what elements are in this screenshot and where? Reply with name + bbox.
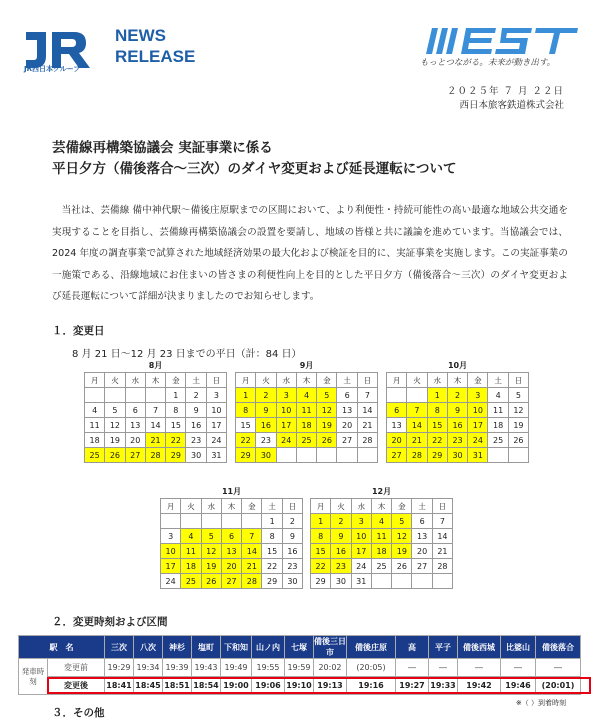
time-before: (20:05) — [347, 659, 396, 677]
weekday-label: 土 — [488, 373, 508, 388]
calendar-day: 15 — [427, 418, 447, 433]
time-after: (20:01) — [536, 677, 581, 695]
calendar-day: 19 — [317, 418, 337, 433]
calendar-day: 13 — [221, 544, 241, 559]
calendar-day: 6 — [125, 403, 145, 418]
timetable-before-row — [19, 659, 581, 677]
calendar-day: 18 — [85, 433, 105, 448]
calendar-day: 13 — [387, 418, 407, 433]
calendar-day: 27 — [387, 448, 407, 463]
time-after: 19:46 — [501, 677, 536, 695]
calendar-day: 6 — [412, 514, 432, 529]
calendar-day: 5 — [508, 388, 528, 403]
time-before: 19:34 — [134, 659, 163, 677]
weekday-label: 火 — [105, 373, 125, 388]
calendar-day: 16 — [186, 418, 206, 433]
calendar-day: 13 — [125, 418, 145, 433]
calendar-day: 18 — [371, 544, 391, 559]
calendar-day: 21 — [407, 433, 427, 448]
station-header: 備後落合 — [536, 636, 581, 659]
calendar-day: 8 — [262, 529, 282, 544]
calendar-day: 16 — [256, 418, 276, 433]
station-header: 平子 — [429, 636, 458, 659]
weekday-label: 月 — [311, 499, 331, 514]
calendar-day: 27 — [221, 574, 241, 589]
weekday-label: 日 — [508, 373, 528, 388]
calendar-day: 12 — [105, 418, 125, 433]
calendar-grid — [386, 372, 529, 463]
calendar-day: 31 — [468, 448, 488, 463]
calendar-day: 6 — [221, 529, 241, 544]
calendar-day — [337, 448, 357, 463]
calendar-day: 26 — [508, 433, 528, 448]
calendar-4 — [160, 486, 303, 589]
news-label: NEWS — [115, 26, 166, 45]
calendar-day: 26 — [201, 574, 221, 589]
weekday-label: 木 — [447, 373, 467, 388]
calendar-day: 14 — [145, 418, 165, 433]
calendar-day: 17 — [206, 418, 226, 433]
calendar-day: 10 — [161, 544, 181, 559]
weekday-label: 火 — [181, 499, 201, 514]
weekday-label: 日 — [206, 373, 226, 388]
calendar-day: 17 — [161, 559, 181, 574]
calendar-day: 8 — [236, 403, 256, 418]
calendar-day: 9 — [282, 529, 302, 544]
calendar-day: 19 — [508, 418, 528, 433]
calendar-day: 7 — [357, 388, 377, 403]
calendar-5 — [310, 486, 453, 589]
time-before: 19:39 — [163, 659, 192, 677]
station-header: 七塚 — [285, 636, 314, 659]
calendar-day: 4 — [488, 388, 508, 403]
calendar-day: 31 — [351, 574, 371, 589]
weekday-label: 水 — [276, 373, 296, 388]
calendar-day: 6 — [337, 388, 357, 403]
calendar-day: 26 — [392, 559, 412, 574]
time-after: 19:00 — [221, 677, 252, 695]
weekday-label: 土 — [186, 373, 206, 388]
calendar-day: 9 — [447, 403, 467, 418]
calendar-day: 27 — [125, 448, 145, 463]
calendar-day: 29 — [166, 448, 186, 463]
calendar-day: 12 — [508, 403, 528, 418]
weekday-label: 金 — [317, 373, 337, 388]
calendar-day: 4 — [181, 529, 201, 544]
calendar-day: 3 — [276, 388, 296, 403]
calendar-day: 17 — [351, 544, 371, 559]
calendar-day: 16 — [331, 544, 351, 559]
calendar-month-title: 12月 — [371, 487, 392, 496]
weekday-label: 金 — [242, 499, 262, 514]
calendar-day: 25 — [85, 448, 105, 463]
jr-group-label: JR西日本グループ — [24, 65, 81, 73]
time-after: 19:33 — [429, 677, 458, 695]
time-after: 18:54 — [192, 677, 221, 695]
calendar-day: 2 — [282, 514, 302, 529]
calendar-day: 25 — [371, 559, 391, 574]
calendar-day: 24 — [351, 559, 371, 574]
calendar-day: 29 — [427, 448, 447, 463]
calendar-day: 24 — [161, 574, 181, 589]
body-paragraph: 当社は、芸備線 備中神代駅～備後庄原駅までの区間において、より利便性・持続可能性の高い最適な地域公共交通を実現することを目指し、芸備線再構築協議会の設置を要請し、地域の皆様と共に議論を進めています。当協議会では、2024 年度の調査事業で試算された地域経済効果の最大化および検証を目的に、実証事業を実施します。この実証事業の一施策である、沿線地域にお住まいの皆さまの利便性向上を目的とした平日夕方（備後落合～三次）のダイヤ変更および延長運転について詳細が決まりましたのでお知らせします。 — [52, 205, 568, 302]
calendar-day: 22 — [311, 559, 331, 574]
calendar-day: 4 — [85, 403, 105, 418]
time-before: 19:29 — [105, 659, 134, 677]
calendar-day: 22 — [236, 433, 256, 448]
calendar-grid — [160, 498, 303, 589]
calendar-day: 16 — [447, 418, 467, 433]
calendar-day: 18 — [488, 418, 508, 433]
calendar-day: 12 — [201, 544, 221, 559]
weekday-label: 金 — [166, 373, 186, 388]
calendar-day: 30 — [186, 448, 206, 463]
calendar-day: 24 — [276, 433, 296, 448]
calendar-day: 27 — [412, 559, 432, 574]
calendar-day — [181, 514, 201, 529]
calendar-day: 7 — [432, 514, 452, 529]
calendar-day: 22 — [262, 559, 282, 574]
calendar-day — [296, 448, 316, 463]
weekday-label: 月 — [161, 499, 181, 514]
calendar-day: 11 — [371, 529, 391, 544]
station-header: 神杉 — [163, 636, 192, 659]
calendar-day: 23 — [282, 559, 302, 574]
weekday-label: 土 — [337, 373, 357, 388]
calendar-day: 5 — [392, 514, 412, 529]
calendar-day: 18 — [181, 559, 201, 574]
calendar-3 — [386, 360, 529, 463]
calendar-day: 10 — [276, 403, 296, 418]
calendar-day: 2 — [447, 388, 467, 403]
calendar-day: 3 — [468, 388, 488, 403]
calendar-day: 22 — [166, 433, 186, 448]
departure-time-label: 発車時刻 — [19, 659, 48, 695]
calendar-day: 28 — [145, 448, 165, 463]
calendar-day — [412, 574, 432, 589]
calendar-day: 25 — [181, 574, 201, 589]
section3-title: ３．その他 — [52, 707, 105, 719]
weekday-label: 木 — [296, 373, 316, 388]
station-header: 八次 — [134, 636, 163, 659]
time-after: 18:45 — [134, 677, 163, 695]
weekday-label: 木 — [371, 499, 391, 514]
calendar-day: 13 — [337, 403, 357, 418]
calendar-day: 18 — [296, 418, 316, 433]
calendar-day — [432, 574, 452, 589]
weekday-label: 火 — [331, 499, 351, 514]
west-logo-icon — [426, 26, 582, 56]
calendar-1 — [84, 360, 227, 463]
calendar-day: 30 — [331, 574, 351, 589]
calendar-day — [161, 514, 181, 529]
calendar-day: 14 — [242, 544, 262, 559]
calendar-day: 15 — [166, 418, 186, 433]
calendar-month-title: 9月 — [299, 361, 314, 370]
arrival-note: ※（ ）到着時刻 — [515, 699, 566, 707]
calendar-day: 20 — [337, 418, 357, 433]
station-header: 三次 — [105, 636, 134, 659]
calendar-day: 7 — [242, 529, 262, 544]
calendar-day: 25 — [488, 433, 508, 448]
calendar-day: 1 — [427, 388, 447, 403]
time-after: 18:51 — [163, 677, 192, 695]
release-date: ２０２５年 ７ 月 ２２日 — [446, 86, 564, 97]
weekday-label: 土 — [262, 499, 282, 514]
calendar-day: 5 — [317, 388, 337, 403]
calendar-day: 11 — [488, 403, 508, 418]
calendar-day: 1 — [166, 388, 186, 403]
calendar-day: 30 — [282, 574, 302, 589]
calendar-day: 3 — [351, 514, 371, 529]
calendar-day — [371, 574, 391, 589]
calendar-day: 20 — [387, 433, 407, 448]
weekday-label: 木 — [145, 373, 165, 388]
calendar-day: 15 — [311, 544, 331, 559]
calendar-day: 8 — [427, 403, 447, 418]
calendar-day: 28 — [407, 448, 427, 463]
weekday-label: 金 — [468, 373, 488, 388]
time-after: 18:41 — [105, 677, 134, 695]
calendar-day: 23 — [186, 433, 206, 448]
release-label: RELEASE — [115, 47, 196, 66]
calendar-day: 30 — [256, 448, 276, 463]
calendar-day: 17 — [468, 418, 488, 433]
calendar-day: 21 — [145, 433, 165, 448]
change-period: 8 月 21 日～12 月 23 日までの平日（計：84 日） — [72, 349, 302, 360]
weekday-label: 日 — [357, 373, 377, 388]
weekday-label: 月 — [236, 373, 256, 388]
calendar-month-title: 8月 — [148, 361, 163, 370]
calendar-month-title: 11月 — [221, 487, 242, 496]
calendar-day: 20 — [412, 544, 432, 559]
calendar-day: 16 — [282, 544, 302, 559]
calendar-day: 28 — [242, 574, 262, 589]
calendar-day: 2 — [331, 514, 351, 529]
calendar-day: 25 — [296, 433, 316, 448]
calendar-day: 15 — [262, 544, 282, 559]
calendar-day: 21 — [432, 544, 452, 559]
calendar-day: 8 — [166, 403, 186, 418]
calendar-day: 7 — [407, 403, 427, 418]
calendar-day: 10 — [468, 403, 488, 418]
weekday-label: 水 — [351, 499, 371, 514]
calendar-day — [508, 448, 528, 463]
calendar-day: 9 — [331, 529, 351, 544]
station-header: 下和知 — [221, 636, 252, 659]
time-before: 19:59 — [285, 659, 314, 677]
section2-title: ２．変更時刻および区間 — [52, 616, 168, 628]
calendar-day: 23 — [447, 433, 467, 448]
calendar-day — [357, 448, 377, 463]
calendar-day: 3 — [161, 529, 181, 544]
calendar-day — [488, 448, 508, 463]
calendar-day: 1 — [262, 514, 282, 529]
weekday-label: 月 — [85, 373, 105, 388]
weekday-label: 火 — [407, 373, 427, 388]
calendar-day: 29 — [262, 574, 282, 589]
time-before: 19:49 — [221, 659, 252, 677]
time-before: ― — [536, 659, 581, 677]
calendar-day: 17 — [276, 418, 296, 433]
calendar-day: 10 — [206, 403, 226, 418]
calendar-day: 30 — [447, 448, 467, 463]
calendar-day: 27 — [337, 433, 357, 448]
weekday-label: 日 — [282, 499, 302, 514]
calendar-day: 7 — [145, 403, 165, 418]
timetable-header-row — [19, 636, 581, 659]
calendar-day: 10 — [351, 529, 371, 544]
calendar-day: 28 — [432, 559, 452, 574]
weekday-label: 水 — [201, 499, 221, 514]
calendar-day: 1 — [311, 514, 331, 529]
calendar-day: 14 — [407, 418, 427, 433]
station-header: 備後西城 — [458, 636, 501, 659]
calendar-grid — [84, 372, 227, 463]
calendar-day: 12 — [317, 403, 337, 418]
station-header: 駅 名 — [19, 636, 105, 659]
calendar-grid — [235, 372, 378, 463]
calendar-day: 22 — [427, 433, 447, 448]
changed-row-highlight — [47, 677, 591, 694]
calendar-day: 14 — [432, 529, 452, 544]
calendar-day — [242, 514, 262, 529]
calendar-day: 8 — [311, 529, 331, 544]
calendar-day: 2 — [186, 388, 206, 403]
station-header: 備後庄原 — [347, 636, 396, 659]
calendar-day — [201, 514, 221, 529]
time-after: 19:16 — [347, 677, 396, 695]
calendar-day: 31 — [206, 448, 226, 463]
calendar-day: 4 — [296, 388, 316, 403]
calendar-day: 11 — [85, 418, 105, 433]
time-after: 19:06 — [252, 677, 285, 695]
calendar-day: 26 — [105, 448, 125, 463]
weekday-label: 金 — [392, 499, 412, 514]
calendar-2 — [235, 360, 378, 463]
calendar-day: 15 — [236, 418, 256, 433]
calendar-day — [392, 574, 412, 589]
station-header: 備後三日市 — [314, 637, 346, 657]
calendar-day: 28 — [357, 433, 377, 448]
station-header: 高 — [396, 636, 429, 659]
west-tagline: もっとつながる。未来が動き出す。 — [420, 58, 556, 68]
page-title-line2: 平日夕方（備後落合～三次）のダイヤ変更および延長運転について — [52, 161, 457, 177]
news-release-label — [115, 25, 195, 67]
calendar-day: 20 — [125, 433, 145, 448]
calendar-day: 5 — [201, 529, 221, 544]
time-after: 19:13 — [314, 677, 347, 695]
calendar-day — [145, 388, 165, 403]
calendar-day: 29 — [311, 574, 331, 589]
calendar-day: 1 — [236, 388, 256, 403]
weekday-label: 月 — [387, 373, 407, 388]
calendar-day: 24 — [206, 433, 226, 448]
calendar-day: 29 — [236, 448, 256, 463]
weekday-label: 火 — [256, 373, 276, 388]
calendar-day: 2 — [256, 388, 276, 403]
time-before: 変更前 — [48, 659, 105, 677]
time-before: 19:43 — [192, 659, 221, 677]
calendar-day: 9 — [186, 403, 206, 418]
station-header: 比婆山 — [501, 636, 536, 659]
weekday-label: 木 — [221, 499, 241, 514]
weekday-label: 水 — [427, 373, 447, 388]
calendar-grid — [310, 498, 453, 589]
calendar-day: 23 — [256, 433, 276, 448]
time-before: ― — [396, 659, 429, 677]
station-header: 塩町 — [192, 636, 221, 659]
calendar-day: 23 — [331, 559, 351, 574]
calendar-day: 11 — [296, 403, 316, 418]
calendar-day: 4 — [371, 514, 391, 529]
calendar-day: 14 — [357, 403, 377, 418]
calendar-day — [317, 448, 337, 463]
calendar-day: 19 — [201, 559, 221, 574]
station-header: 山ノ内 — [252, 636, 285, 659]
calendar-day: 19 — [105, 433, 125, 448]
time-before: ― — [429, 659, 458, 677]
weekday-label: 水 — [125, 373, 145, 388]
calendar-day: 21 — [242, 559, 262, 574]
calendar-day — [387, 388, 407, 403]
calendar-day — [125, 388, 145, 403]
calendar-day: 13 — [412, 529, 432, 544]
calendar-day: 21 — [357, 418, 377, 433]
time-before: 19:55 — [252, 659, 285, 677]
calendar-day — [276, 448, 296, 463]
calendar-month-title: 10月 — [447, 361, 468, 370]
time-after: 変更後 — [48, 677, 105, 695]
calendar-day: 5 — [105, 403, 125, 418]
calendar-day: 24 — [468, 433, 488, 448]
calendar-day: 20 — [221, 559, 241, 574]
page-title-line1: 芸備線再構築協議会 実証事業に係る — [52, 140, 273, 156]
time-before: 20:02 — [314, 659, 347, 677]
section1-title: １．変更日 — [52, 325, 105, 337]
calendar-day — [105, 388, 125, 403]
calendar-day: 12 — [392, 529, 412, 544]
time-before: ― — [458, 659, 501, 677]
calendar-day: 9 — [256, 403, 276, 418]
weekday-label: 土 — [412, 499, 432, 514]
weekday-label: 日 — [432, 499, 452, 514]
time-before: ― — [501, 659, 536, 677]
calendar-day: 19 — [392, 544, 412, 559]
calendar-day — [407, 388, 427, 403]
calendar-day: 26 — [317, 433, 337, 448]
time-after: 19:27 — [396, 677, 429, 695]
calendar-day: 6 — [387, 403, 407, 418]
time-after: 19:42 — [458, 677, 501, 695]
calendar-day: 3 — [206, 388, 226, 403]
time-after: 19:10 — [285, 677, 314, 695]
calendar-day — [221, 514, 241, 529]
calendar-day: 11 — [181, 544, 201, 559]
calendar-day — [85, 388, 105, 403]
company-name: 西日本旅客鉄道株式会社 — [459, 100, 564, 111]
